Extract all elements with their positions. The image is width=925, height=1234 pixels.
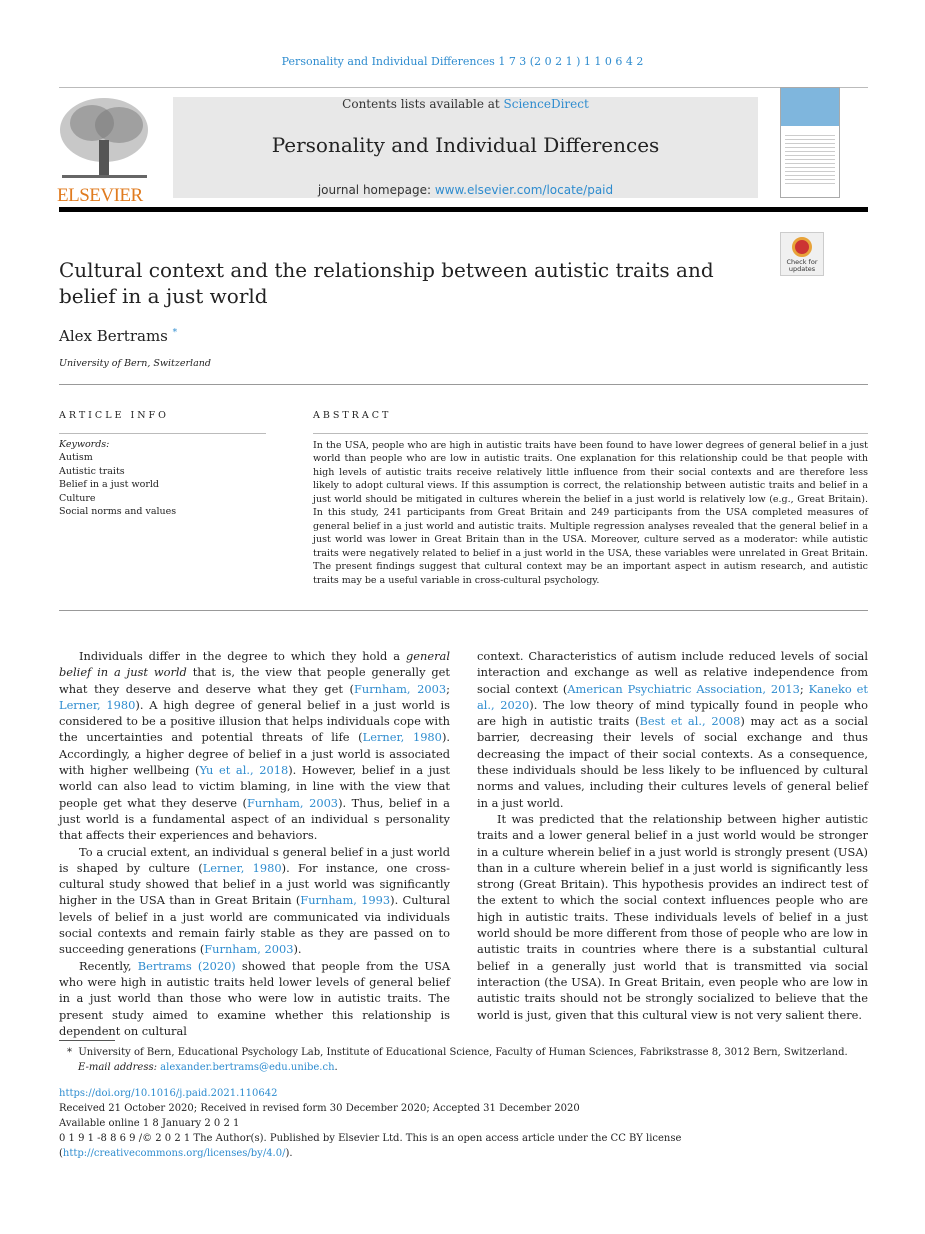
available-online: Available online 1 8 January 2 0 2 1 [59,1118,240,1129]
footnote: * University of Bern, Educational Psychology Lab, Institute of Educational Science, Faculty of Human Sciences, Fabrikstrasse 8, 3012 Bern, Switzerland. E-mail address: alexander.bertrams@edu.unibe.ch. [67,1047,848,1073]
journal-banner [173,97,758,198]
text-run: ). Cultural levels of belief in a just world are communicated via individuals social contexts and remain fairly stable as they are passed on to succeeding generations ( [59,893,450,957]
check-for-updates-button[interactable]: Check for updates [780,232,824,276]
running-head[interactable]: Personality and Individual Differences 1 7 3 (2 0 2 1 ) 1 1 0 6 4 2 [281,55,644,68]
text-run: It was predicted that the relationship between higher autistic traits and a lower general belief in a just world would be stronger in a culture wherein belief in a just world is strongly present (USA) than in a culture wherein belief in a just world is significantly less strong (Great Britain). This hypothesis provides an indirect test of the extent to which the social context influences people who are high in autistic traits. These individuals levels of belief in a just world should be more different from those of people who are low in autistic traits in countries where there is a substantial cultural belief in a generally just world that is transmitted via social interaction (the USA). In Great Britain, even people who are low in autistic traits should not be strongly socialized to believe that the world is just, given that this cultural view is not very salient there. [477,811,868,1022]
abstract-heading: ABSTRACT [313,410,392,421]
text-run: Individuals differ in the degree to which they hold a [79,649,406,663]
text-run: general belief in a just world [59,649,450,680]
citation-link[interactable]: American Psychiatric Association, 2013 [567,681,800,696]
tree-icon [57,95,152,180]
citation-link[interactable]: Furnham, 1993 [300,893,391,908]
paragraph [477,811,868,1023]
text-run: ). However, belief in a just world can also lead to victim blaming, in line with the view that people get what they deserve ( [59,763,450,810]
citation-link[interactable]: Yu et al., 2018 [199,763,289,778]
text-run: that is, the view that people generally get what they deserve and deserve what they get ( [59,665,451,696]
text-run: ). For instance, one cross-cultural study showed that belief in a just world was significantly higher in the USA than in Great Britain ( [59,860,451,908]
divider [59,610,868,611]
body-column-right [477,648,868,1023]
text-run: ). A high degree of general belief in a just world is considered to be a positive illusion that helps individuals cope with the uncertainties and potential threats of life ( [59,697,451,745]
text-run: ). Accordingly, a higher degree of belief in a just world is associated with higher wellbeing ( [59,730,451,778]
citation-link[interactable]: Lerner, 1980 [202,860,282,875]
footnote-rule [59,1040,115,1041]
paragraph [59,958,450,1039]
email-link[interactable]: alexander.bertrams@edu.unibe.ch [160,1062,335,1073]
header-rule [59,207,868,212]
received-dates: Received 21 October 2020; Received in revised form 30 December 2020; Accepted 31 December 2020 [59,1103,580,1114]
text-run: showed that people from the USA who were high in autistic traits held lower levels of general belief in a just world than those who were low in autistic traits. The present study aimed to examine whether this relationship is dependent on cultural [59,958,450,1038]
affiliation: University of Bern, Switzerland [59,358,211,369]
citation-link[interactable]: Furnham, 2003 [246,795,339,810]
keyword: Belief in a just world [59,479,159,491]
footnote-text: University of Bern, Educational Psychology Lab, Institute of Educational Science, Faculty of Human Sciences, Fabrikstrasse 8, 3012 Bern, Switzerland. [78,1047,848,1058]
body-column-left [59,648,450,1039]
paragraph [477,648,868,811]
article-meta: https://doi.org/10.1016/j.paid.2021.110642 Received 21 October 2020; Received in revised form 30 December 2020; Accepted 31 December 2020 Available online 1 8 January 2 0 2 1 0 1 9 1 -8 8 6 9 /© 2 0 2 1 The Author(s). Published by Elsevier Ltd. This is an open access article under the CC BY license (http://creativecommons.org/licenses/by/4.0/). [59,1086,899,1161]
doi-link[interactable]: https://doi.org/10.1016/j.paid.2021.110642 [59,1088,278,1099]
divider [59,433,266,434]
license-link[interactable]: http://creativecommons.org/licenses/by/4.0/ [62,1148,286,1159]
citation-link[interactable]: Lerner, 1980 [59,697,136,712]
author-footnote-link[interactable]: * [172,328,178,338]
divider [313,433,868,434]
text-run: context. Characteristics of autism include reduced levels of social interaction and exchange as well as relative independence from social context ( [477,649,868,696]
copyright: 0 1 9 1 -8 8 6 9 /© 2 0 2 1 The Author(s). Published by Elsevier Ltd. This is an open access article under the CC BY license ( [59,1133,682,1159]
journal-cover-thumbnail[interactable] [780,87,840,198]
text-run: ) may act as a social barrier, decreasing their levels of social exchange and thus decreasing the impact of their social contexts. As a consequence, these individuals should be less likely to be influenced by cultural norms and values, including their cultures levels of general belief in a just world. [477,714,868,810]
keyword: Autistic traits [59,465,125,477]
abstract-text: In the USA, people who are high in autistic traits have been found to have lower degrees of general belief in a just world than people who are low in autistic traits. One explanation for this relationship could be that people with high levels of autistic traits receive relatively little influence from their social contexts and are therefore less likely to adopt cultural views. If this assumption is correct, the relationship between autistic traits and belief in a just world should be mitigated in cultures wherein the belief in a just world is relatively low (e.g., Great Britain). In this study, 241 participants from Great Britain and 249 participants from the USA completed measures of general belief in a just world and autistic traits. Multiple regression analyses revealed that the general belief in a just world was lower in Great Britain than in the USA. Moreover, culture served as a moderator: while autistic traits were negatively related to belief in a just world in the USA, these variables were unrelated in Great Britain. The present findings suggest that cultural context may be an important aspect in autism research, and autistic traits may be a useful variable in cross-cultural psychology. [313,440,868,586]
citation-link[interactable]: Kaneko et al., 2020 [477,681,868,712]
citation-link[interactable]: Furnham, 2003 [353,681,447,696]
contents-label: Contents lists available at [342,97,504,111]
elsevier-logo [57,95,152,206]
text-run: ). The low theory of mind typically found in people who are high in autistic traits ( [477,697,868,729]
divider [59,87,868,88]
citation-link[interactable]: Bertrams (2020) [137,958,236,973]
homepage-link[interactable]: www.elsevier.com/locate/paid [434,183,614,197]
citation-link[interactable]: Furnham, 2003 [204,942,294,957]
paragraph [59,844,450,958]
text-run: ). [293,942,302,957]
citation-link[interactable]: Best et al., 2008 [639,714,741,729]
article-info-heading: ARTICLE INFO [59,410,169,421]
text-run: ). Thus, belief in a just world is a fundamental aspect of an individual s personality that affects their experiences and behaviors. [59,795,450,843]
homepage-label: journal homepage: [317,183,435,197]
author-name: Alex Bertrams * [59,327,178,345]
article-title: Cultural context and the relationship between autistic traits and belief in a just world [59,258,714,308]
divider [59,384,868,385]
text-run: Recently, [79,958,138,973]
text-run: ; [799,681,809,696]
keyword: Autism [59,452,93,464]
text-run: ; [446,681,450,696]
sciencedirect-link[interactable]: ScienceDirect [503,97,589,111]
journal-title: Personality and Individual Differences [271,133,660,157]
keyword: Social norms and values [59,506,177,518]
paragraph [59,648,450,844]
citation-link[interactable]: Lerner, 1980 [362,730,442,745]
keywords [59,438,176,518]
text-run: To a crucial extent, an individual s general belief in a just world is shaped by culture ( [59,844,450,875]
email-label: E-mail address: [78,1062,157,1073]
publisher-wordmark: ELSEVIER [57,185,143,206]
keywords-label: Keywords: [59,439,110,450]
crossmark-icon [792,237,812,257]
keyword: Culture [59,492,96,504]
